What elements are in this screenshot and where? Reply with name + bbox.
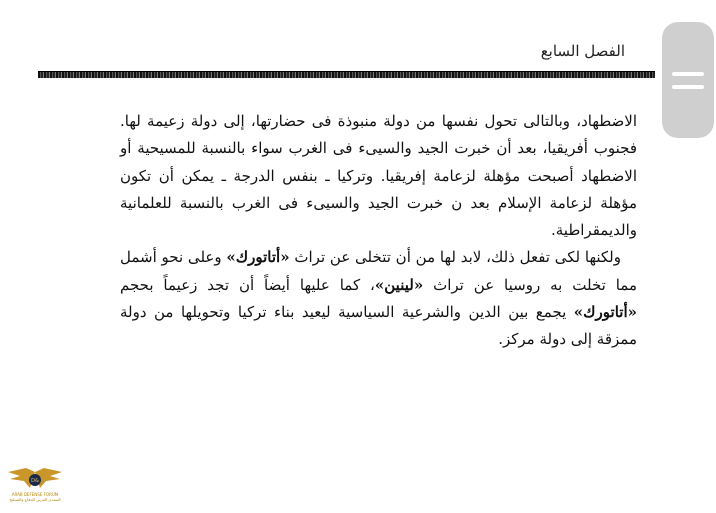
winged-emblem-icon: [6, 466, 64, 492]
hamburger-menu-icon: [672, 72, 704, 76]
paragraph-2-text-c: ، كما عليها أيضاً أن تجد زعيماً بحجم: [120, 275, 375, 294]
chapter-title: الفصل السابع: [540, 42, 625, 60]
paragraph-2-text-b: وعلى نحو أشمل مما تخلت به روسيا عن تراث: [120, 248, 637, 294]
paragraph-1: الاضطهاد، وبالتالى تحول نفسها من دولة منبوذة فى حضارتها، إلى دولة زعيمة لها. فجنوب أفريقيا، بعد أن خبرت الجيد والسيىء فى الغرب سواء بالنسبة للمسيحية أو الاضطهاد أصبحت مؤهلة لزعامة إفريقيا. وتركيا ـ بنفس الدرجة ـ يمكن أن تكون مؤهلة لزعامة الإسلام بعد ن خبرت الجيد والسيىء فى الغرب بالنسبة للعلمانية والديمقراطية.: [120, 112, 637, 240]
ataturk-term-2: «أتاتورك»: [573, 303, 637, 322]
page-body: [120, 108, 637, 354]
watermark-line-2: المنتدى العربي للدفاع والتسليح: [9, 497, 61, 502]
paragraph-2-text-d: يجمع بين الدين والشرعية السياسية ليعيد بناء تركيا وتحويلها من دولة ممزقة إلى دولة مركز.: [120, 303, 637, 349]
menu-button[interactable]: [662, 22, 714, 138]
ataturk-term: «أتاتورك»: [226, 248, 290, 267]
forum-watermark-logo: [2, 466, 68, 512]
paragraph-2-text-a: ولكنها لكى تفعل ذلك، لابد لها من أن تتخلى عن تراث: [289, 248, 622, 267]
header-divider: [38, 71, 655, 78]
hamburger-menu-icon-bar: [672, 85, 704, 89]
watermark-line-1: ARAB DEFENSE FORUM: [11, 492, 59, 497]
paragraph-2: [120, 244, 637, 353]
lenin-term: «لينين»: [374, 275, 424, 294]
svg-text:D&: D&: [31, 478, 39, 484]
